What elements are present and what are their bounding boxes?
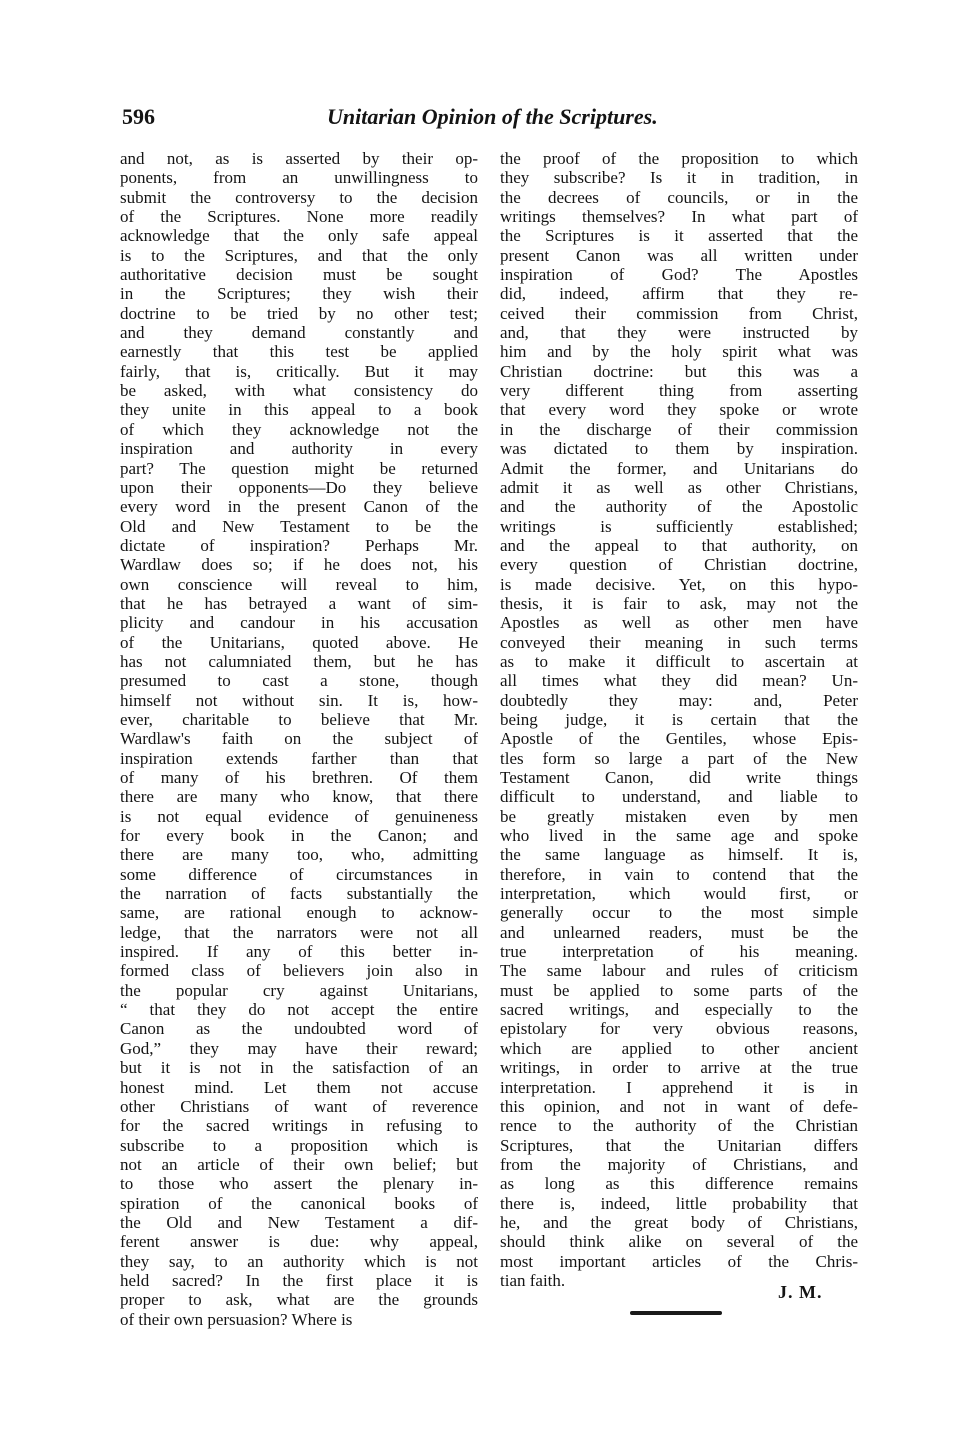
text-line: not an article of their own belief; but [120, 1154, 478, 1174]
text-line: ever, charitable to believe that Mr. [120, 709, 478, 729]
text-line: Apostles as well as other men have [500, 613, 858, 633]
text-line: should think alike on several of the [500, 1232, 858, 1252]
text-line: is not equal evidence of genuineness [120, 806, 478, 826]
text-line: this opinion, and not in want of defe- [500, 1096, 858, 1116]
text-line: dictate of inspiration? Perhaps Mr. [120, 535, 478, 555]
text-line: from the majority of Christians, and [500, 1154, 858, 1174]
text-line: and, that they were instructed by [500, 323, 858, 343]
text-line: of many of his brethren. Of them [120, 768, 478, 787]
text-line: to those who assert the plenary in- [120, 1174, 478, 1194]
right-column [500, 149, 858, 1290]
text-line: generally occur to the most simple [500, 903, 858, 923]
text-line: epistolary for very obvious reasons, [500, 1019, 858, 1039]
text-line: but it is not in the satisfaction of an [120, 1058, 478, 1078]
text-line: interpretation. I apprehend it is in [500, 1077, 858, 1097]
text-line: every word in the present Canon of the [120, 497, 478, 517]
text-line: he, and the great body of Christians, [500, 1212, 858, 1232]
text-line: Scriptures, that the Unitarian differs [500, 1135, 858, 1155]
text-line: acknowledge that the only safe appeal [120, 226, 478, 246]
page-header [122, 104, 862, 136]
text-line: own conscience will reveal to him, [120, 574, 478, 594]
text-line: Christian doctrine: but this was a [500, 361, 858, 381]
text-line: difficult to understand, and liable to [500, 787, 858, 807]
text-line: Wardlaw does so; if he does not, his [120, 555, 478, 575]
text-line: held sacred? In the first place it is [120, 1270, 478, 1290]
text-line: for every book in the Canon; and [120, 826, 478, 846]
text-line: true interpretation of his meaning. [500, 942, 858, 962]
text-line: they say, to an authority which is not [120, 1251, 478, 1271]
text-line: tles form so large a part of the New [500, 748, 858, 768]
text-line: which are applied to other ancient [500, 1038, 858, 1058]
text-line: is to the Scriptures, and that the only [120, 245, 478, 265]
text-line: doctrine to be tried by no other test; [120, 303, 478, 323]
author-signature: J. M. [778, 1282, 823, 1302]
text-line: admit it as well as other Christians, [500, 477, 858, 497]
text-line: of the Scriptures. None more readily [120, 207, 478, 227]
text-line: the Scriptures is it asserted that the [500, 226, 858, 246]
text-line: writings themselves? In what part of [500, 207, 858, 227]
text-line: presumed to cast a stone, though [120, 671, 478, 691]
text-line: earnestly that this test be applied [120, 342, 478, 362]
text-line: of their own persuasion? Where is [120, 1309, 353, 1329]
text-line: writings, in order to arrive at the true [500, 1058, 858, 1078]
text-line: and the appeal to that authority, on [500, 535, 858, 555]
text-line: ledge, that the narrators were not all [120, 922, 478, 942]
text-line: for the sacred writings in refusing to [120, 1116, 478, 1136]
text-line: Wardlaw's faith on the subject of [120, 729, 478, 749]
text-line: Testament Canon, did write things [500, 768, 858, 787]
text-line: did, indeed, affirm that they re- [500, 284, 858, 304]
text-line: ceived their commission from Christ, [500, 303, 858, 323]
text-line: The same labour and rules of criticism [500, 961, 858, 981]
text-line: all times what they did mean? Un- [500, 671, 858, 691]
text-line: inspiration extends farther than that [120, 748, 478, 768]
text-line: is made decisive. Yet, on this hypo- [500, 574, 858, 594]
text-line: who lived in the same age and spoke [500, 826, 858, 846]
text-line: other Christians of want of reverence [120, 1096, 478, 1116]
text-line: subscribe to a proposition which is [120, 1135, 478, 1155]
text-line: the popular cry against Unitarians, [120, 980, 478, 1000]
text-line: rence to the authority of the Christian [500, 1116, 858, 1136]
text-line: inspired. If any of this better in- [120, 942, 478, 962]
text-line: same, are rational enough to acknow- [120, 903, 478, 923]
page-number: 596 [122, 104, 155, 129]
text-line: as to make it difficult to ascertain at [500, 651, 858, 671]
text-line: proper to ask, what are the grounds [120, 1290, 478, 1310]
text-line: being judge, it is certain that the [500, 709, 858, 729]
left-column [120, 149, 478, 1329]
text-line: in the discharge of their commission [500, 419, 858, 439]
text-line: of the Unitarians, quoted above. He [120, 632, 478, 652]
text-line: interpretation, which would first, or [500, 884, 858, 904]
text-line: Admit the former, and Unitarians do [500, 458, 858, 478]
text-line: himself not without sin. It is, how- [120, 690, 478, 710]
text-line: sacred writings, and especially to the [500, 1000, 858, 1020]
text-line: therefore, in vain to contend that the [500, 864, 858, 884]
text-line: Apostle of the Gentiles, whose Epis- [500, 729, 858, 749]
text-line: submit the controversy to the decision [120, 187, 478, 207]
text-line: the narration of facts substantially the [120, 884, 478, 904]
text-line: God,” they may have their reward; [120, 1038, 478, 1058]
text-line: Canon as the undoubted word of [120, 1019, 478, 1039]
text-line: and the authority of the Apostolic [500, 497, 858, 517]
text-line: inspiration and authority in every [120, 439, 478, 459]
text-line: tian faith. [500, 1270, 566, 1290]
text-line: him and by the holy spirit what was [500, 342, 858, 362]
text-line: doubtedly they may: and, Peter [500, 690, 858, 710]
text-line: formed class of believers join also in [120, 961, 478, 981]
text-line: honest mind. Let them not accuse [120, 1077, 478, 1097]
text-line: authoritative decision must be sought [120, 265, 478, 285]
text-line: be asked, with what consistency do [120, 381, 478, 401]
text-line: most important articles of the Chris- [500, 1251, 858, 1271]
text-line: they subscribe? Is it in tradition, in [500, 168, 858, 188]
text-line: that every word they spoke or wrote [500, 400, 858, 420]
text-line: inspiration of God? The Apostles [500, 265, 858, 285]
text-line: plicity and candour in his accusation [120, 613, 478, 633]
text-line: they unite in this appeal to a book [120, 400, 478, 420]
text-line: upon their opponents—Do they believe [120, 477, 478, 497]
text-line: every question of Christian doctrine, [500, 555, 858, 575]
text-line: as long as this difference remains [500, 1174, 858, 1194]
text-line: that he has betrayed a want of sim- [120, 593, 478, 613]
text-line: the decrees of councils, or in the [500, 187, 858, 207]
text-line: was dictated to them by inspiration. [500, 439, 858, 459]
text-line: the same language as himself. It is, [500, 845, 858, 865]
text-line: there is, indeed, little probability that [500, 1193, 858, 1213]
text-line: “ that they do not accept the entire [120, 1000, 478, 1020]
text-line: of which they acknowledge not the [120, 419, 478, 439]
text-line: there are many who know, that there [120, 787, 478, 807]
text-line: part? The question might be returned [120, 458, 478, 478]
running-title: Unitarian Opinion of the Scriptures. [327, 104, 658, 129]
text-line: Old and New Testament to be the [120, 516, 478, 536]
text-line: and they demand constantly and [120, 323, 478, 343]
text-line: and not, as is asserted by their op- [120, 149, 478, 168]
text-line: some difference of circumstances in [120, 864, 478, 884]
text-line: must be applied to some parts of the [500, 980, 858, 1000]
text-line: thesis, it is fair to ask, may not the [500, 593, 858, 613]
text-line: ferent answer is due: why appeal, [120, 1232, 478, 1252]
text-line: be greatly mistaken even by men [500, 806, 858, 826]
text-line: present Canon was all written under [500, 245, 858, 265]
text-line: the proof of the proposition to which [500, 149, 858, 168]
text-line: in the Scriptures; they wish their [120, 284, 478, 304]
text-line: writings is sufficiently established; [500, 516, 858, 536]
text-line: has not calumniated them, but he has [120, 651, 478, 671]
text-line: very different thing from asserting [500, 381, 858, 401]
text-line: there are many too, who, admitting [120, 845, 478, 865]
text-line: fairly, that is, critically. But it may [120, 361, 478, 381]
end-ornament-rule [630, 1311, 722, 1315]
text-line: and unlearned readers, must be the [500, 922, 858, 942]
text-line: the Old and New Testament a dif- [120, 1212, 478, 1232]
text-line: conveyed their meaning in such terms [500, 632, 858, 652]
text-line: spiration of the canonical books of [120, 1193, 478, 1213]
text-line: ponents, from an unwillingness to [120, 168, 478, 188]
